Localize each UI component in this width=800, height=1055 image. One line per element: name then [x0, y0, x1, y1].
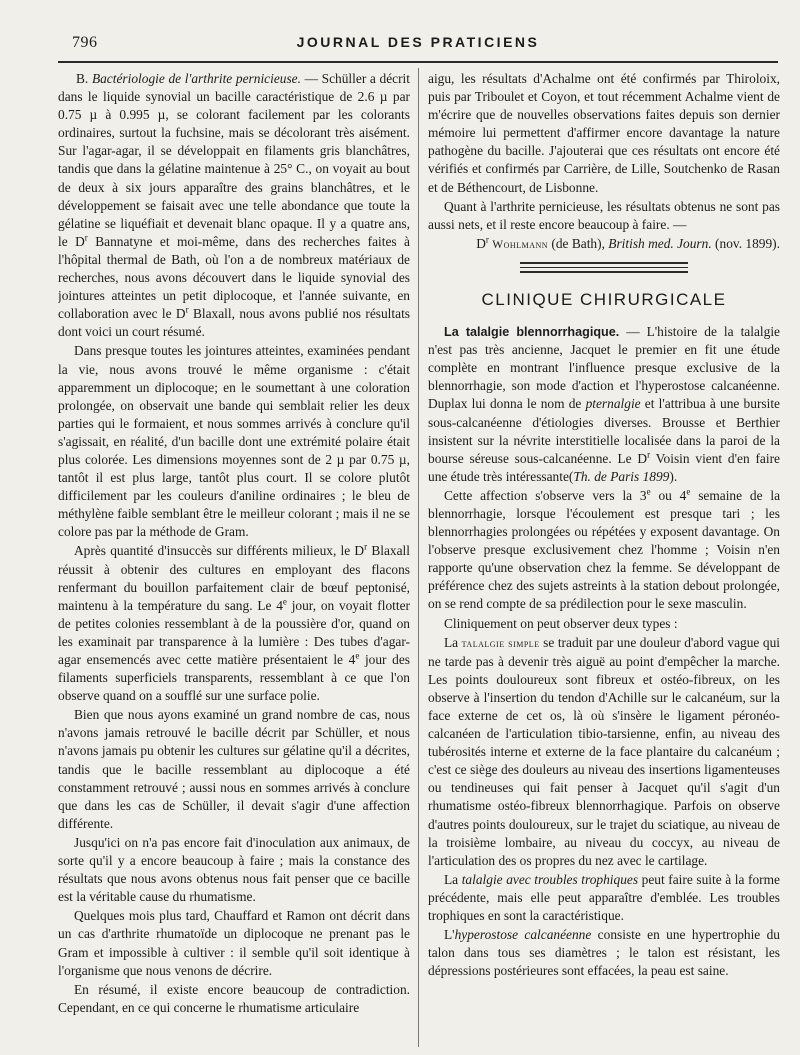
superscript: r: [84, 232, 88, 243]
text-run: et l'attribua à une bursite sous-calcanéenne d'étiologies diverses. Brousse et Berthier insistent sur la névrite interstitielle localisée dans la paroi de la bourse séreuse sous-calcanéenne. Le D: [428, 396, 780, 466]
superscript: e: [355, 650, 360, 661]
author-signature: [428, 235, 780, 254]
text-run: — Schüller a décrit dans le liquide synovial un bacille caractéristique de 2.6 µ par 0.75 µ à 0.995 µ, se colorant facilement par les colorants ordinaires, surtout la fuchsine, mais se décolorant très aisément. Sur l'agar-agar, il se développait en filaments gris blanchâtres, tandis que dans la gélatine maintenue à 25° C., on voyait au bout de deux à six jours apparaître des grains blanchâtres, et le développement se faisait avec une telle abondance que toute la gélatine se liquéfiait et devenait blanc opaque. Il y a quatre ans, le D: [58, 71, 410, 249]
text-run: Cette affection s'observe vers la 3: [444, 487, 647, 503]
paragraph: Bien que nous ayons examiné un grand nombre de cas, nous n'avons jamais retrouvé le bacille décrit par Schüller, et nous n'avons jamais pu obtenir les cultures sur gélatine qu'il a décrites, tandis que le bacille ressemblant au diplocoque a été constamment retrouvé ; aussi nous en sommes arrivés à conclure que dans les cas de Schüller, il devait s'agir d'une affection différente.: [58, 707, 410, 831]
running-header: [58, 34, 778, 56]
journal-title: JOURNAL DES PRATICIENS: [296, 34, 540, 50]
term: hyperostose calcanéenne: [454, 927, 592, 943]
superscript: r: [364, 541, 368, 552]
term: pternalgie: [585, 396, 641, 412]
paragraph-title: Bactériologie de l'arthrite pernicieuse.: [91, 71, 301, 86]
text-run: L': [444, 927, 455, 943]
section-heading: CLINIQUE CHIRURGICALE: [481, 289, 727, 309]
text-run: — L'histoire de la talalgie n'est pas très ancienne, Jacquet le premier en fit une étude complète en montrant l'influence presque exclusive de la blennorrhagie, son mode d'action et l'hyperostose calcanéenne. Duplax lui donna le nom de: [428, 324, 780, 412]
source-date: (nov. 1899).: [711, 235, 780, 251]
text-run: semaine de la blennorrhagie, lorsque l'écoulement est presque tari ; les blennorrhagies prolongées ou répétées y exposent davantage. On l'observe presque exclusivement chez l'homme ; Voisin n'en rapporte qu'une observation chez la femme. Se développant de préférence chez des sujets astreints à la station debout prolongée, on se rend compte de sa prédilection pour le sexe masculin.: [428, 487, 780, 612]
paragraph: Jusqu'ici on n'a pas encore fait d'inoculation aux animaux, de sorte qu'il y a encore beaucoup à faire ; mais la constance des résultats que nous avons obtenus nous fait penser que ce bacille est la véritable cause du rhumatisme.: [58, 834, 410, 905]
text-run: ou 4: [650, 487, 687, 503]
paragraph: [428, 926, 780, 980]
superscript: e: [282, 596, 287, 607]
text-run: jour des filaments superficiels transparents, ressemblant à ce que l'on observe quand on a soufflé sur une surface polie.: [58, 652, 410, 704]
text-run: (de Bath),: [548, 235, 609, 251]
paragraph: [428, 323, 780, 486]
right-column: [428, 70, 780, 1055]
section-separator: [520, 262, 688, 273]
paragraph: En résumé, il existe encore beaucoup de contradiction. Cependant, en ce qui concerne le rhumatisme articulaire: [58, 981, 410, 1015]
section-label: B.: [76, 71, 89, 86]
header-rule: [58, 61, 778, 63]
paragraph: aigu, les résultats d'Achalme ont été confirmés par Thiroloix, puis par Triboulet et Coyon, et tout récemment Achalme vient de m'écrire que de nouvelles observations faites depuis son dernier mémoire lui permettent d'affirmer encore davantage la nature pathogène du bacille. J'ajouterai que ces résultats ont encore été vérifiés et confirmés par Carrière, de Lille, Soutchenko de Rasan et de Béthencourt, de Lisbonne.: [428, 71, 780, 195]
superscript: e: [686, 486, 691, 497]
paragraph: Dans presque toutes les jointures atteintes, examinées pendant la vie, nous avons trouvé le même organisme : c'était apparemment un diplocoque; en le soumettant à une coloration prolongée, on observait une bande qui semblait relier les deux parties qui le formaient, et nous sommes arrivés à conclure qu'il s'agissait, en réalité, d'un bacille dont une extrémité polaire était plus colorée. Les dimensions moyennes sont de 2 µ par 0.75 µ, tantôt il est plus large, tantôt plus court. Il se colore plutôt difficilement par les couleurs d'aniline ordinaires ; le bleu de méthylène faible semblant être le meilleur colorant ; mais il ne se colore pas par la méthode de Gram.: [58, 343, 410, 540]
paragraph: [428, 871, 780, 925]
paragraph: [428, 634, 780, 870]
author-name: Wohlmann: [492, 238, 549, 251]
text-run: La: [444, 634, 462, 650]
text-run: D: [476, 235, 486, 251]
text-run: La: [444, 871, 462, 887]
text-run: peut faire suite à la forme précédente, mais elle peut apparaître d'emblée. Les troubles trophiques en sont la caractéristique.: [428, 871, 780, 924]
paragraph: Quant à l'arthrite pernicieuse, les résultats obtenus ne sont pas aussi nets, et il reste encore beaucoup à faire. —: [428, 198, 780, 232]
term: talalgie simple: [461, 637, 540, 650]
left-column: [58, 70, 410, 1055]
text-run: jour, on voyait flotter de petites colonies ressemblant à de la poussière d'or, quand on les examinait par transparence à la lumière : Des tubes d'agar-agar ensemencés avec cette matière présentaient le 4: [58, 597, 410, 667]
text-run: Bannatyne et moi-même, dans des recherches faites à l'hôpital thermal de Bath, où l'on a de nombreux matériaux de recherches, nous avons découvert dans le liquide synovial des jointures atteintes un petit diplocoque, et l'année suivante, en collaboration avec le D: [58, 233, 410, 322]
term: talalgie avec troubles trophiques: [461, 871, 639, 887]
paragraph: [58, 70, 410, 341]
paragraph: Quelques mois plus tard, Chauffard et Ramon ont décrit dans un cas d'arthrite rhumatoïde un diplocoque ne prenant pas le Gram et impossible à cultiver : il semble qu'il soit identique à l'organisme que nous venons de décrire.: [58, 908, 410, 978]
column-divider: [418, 68, 419, 1047]
paragraph: Cliniquement on peut observer deux types :: [444, 615, 678, 631]
text-run: ).: [669, 468, 678, 484]
superscript: e: [646, 486, 651, 497]
text-run: Blaxall, nous avons publié nos résultats dont voici un court résumé.: [58, 306, 410, 340]
text-run: Après quantité d'insuccès sur différents milieux, le D: [74, 543, 365, 559]
paragraph-title: La talalgie blennorrhagique.: [444, 325, 620, 340]
paragraph: [58, 542, 410, 705]
text-run: se traduit par une douleur d'abord vague qui ne tarde pas à devenir très aiguë au point d'empêcher la marche. Les points douloureux sont fibreux et ostéo-fibreux, on les observe à l'insertion du tendon d'Achille sur le calcanéum, sur la face externe de cet os, là où s'insère le ligament péronéo-calcanéen de l'articulation tibio-tarsienne, enfin, au niveau des tubérosités interne et externe de la face plantaire du calcanéum ; c'est ce siège des douleurs au niveau des insertions ligamenteuses ou tendineuses qui fait penser à Jacquet qu'il s'agit d'un rhumatisme ostéo-fibreux blennorrhagique. Parfois on observe d'autres points douloureux, sur le trajet du sciatique, au niveau de la troisième lombaire, au niveau du coccyx, au niveau de l'articulation des os propres du nez avec le cartilage.: [428, 634, 780, 868]
superscript: r: [185, 304, 189, 315]
superscript: r: [647, 449, 651, 460]
text-run: consiste en une hypertrophie du talon dans tous ses diamètres ; le talon est résistant, les dépressions postérieures sont effacées, la peau est saine.: [428, 927, 780, 979]
citation: Th. de Paris 1899: [573, 468, 670, 484]
text-run: Voisin vient d'en faire une étude très intéressante(: [428, 450, 780, 484]
text-run: Blaxall réussit à obtenir des cultures en employant des flacons renfermant du bouillon parfaitement clair de bœuf peptonisé, maintenu à la température du sang. Le 4: [58, 543, 410, 613]
superscript: r: [485, 234, 489, 245]
paragraph: [428, 487, 780, 614]
source-journal: British med. Journ.: [608, 235, 712, 251]
page-number: 796: [72, 34, 98, 51]
